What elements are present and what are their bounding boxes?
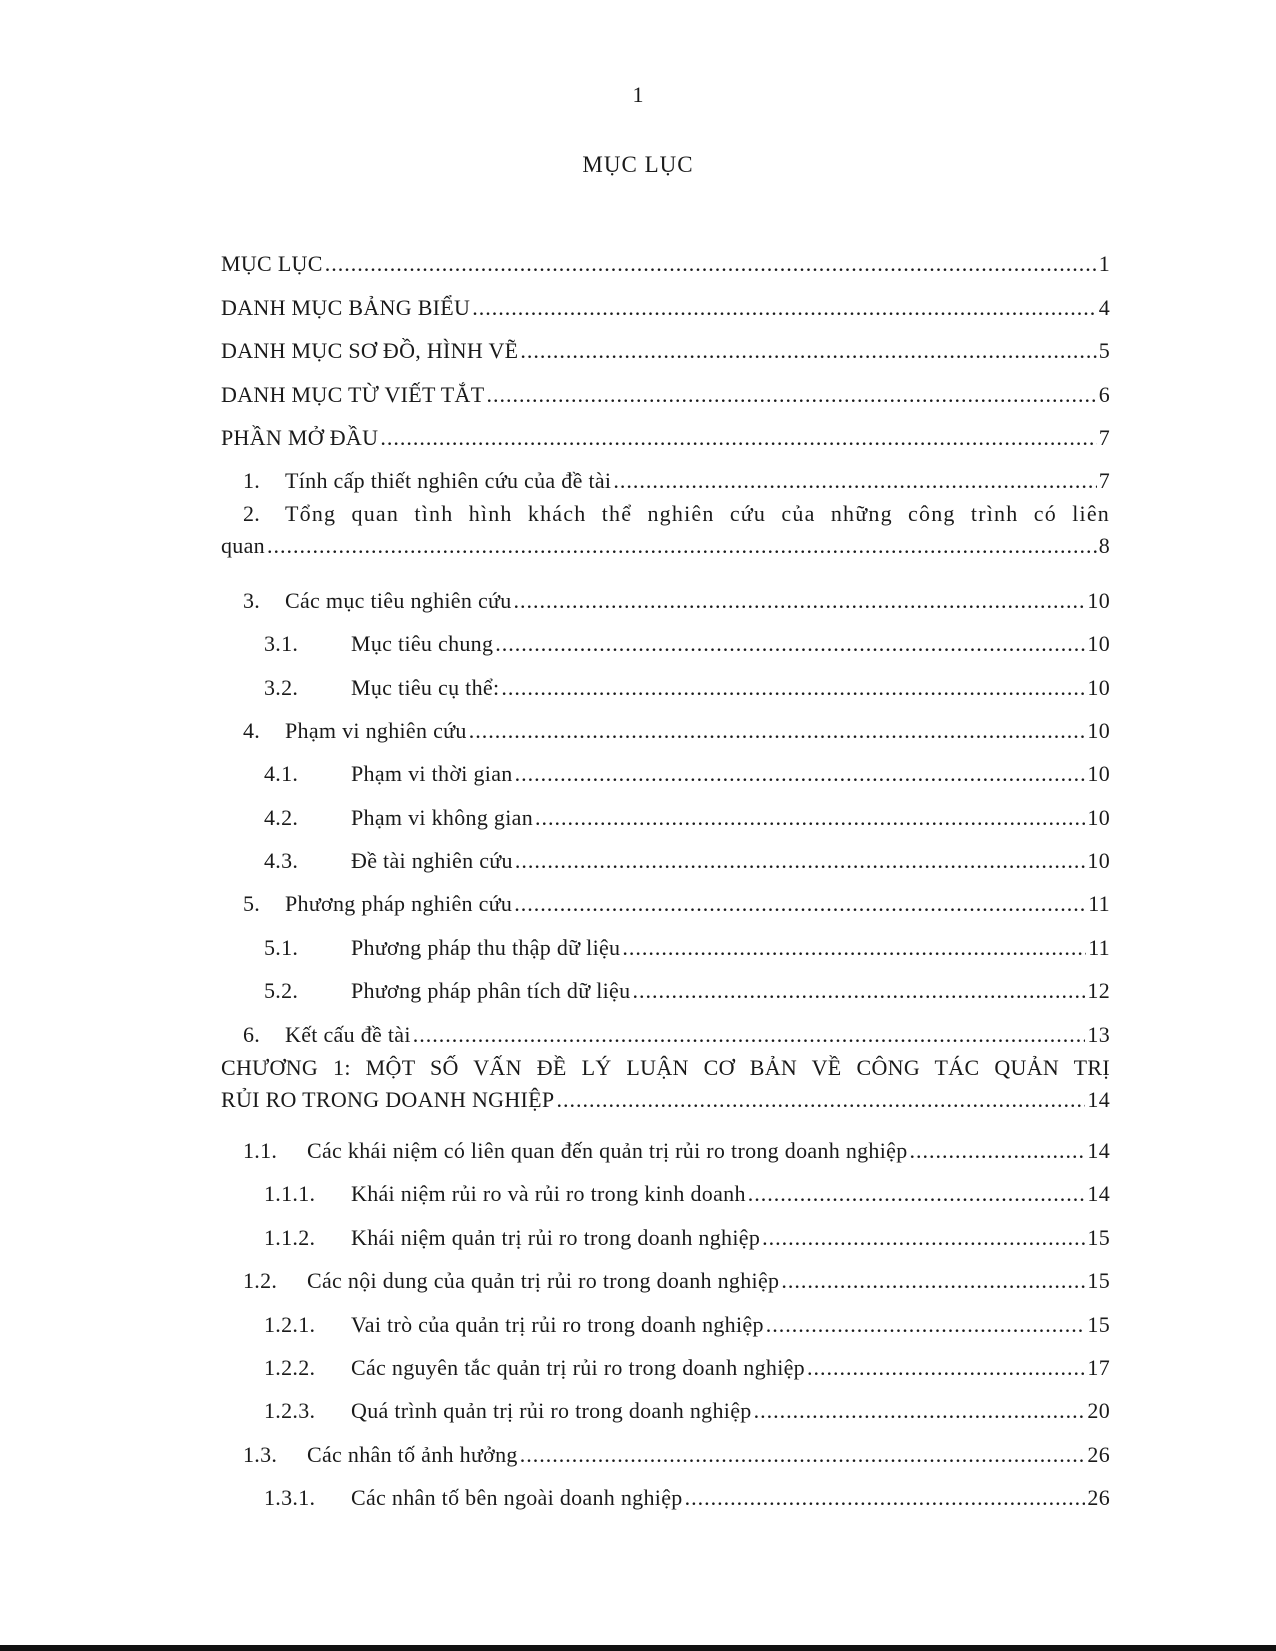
toc-entry-number: 1.1.2.	[264, 1224, 316, 1250]
toc-entry-number: 5.2.	[264, 978, 299, 1004]
page-title: MỤC LỤC	[582, 152, 694, 177]
toc-entry-number: 1.2.2.	[264, 1354, 316, 1380]
toc-entry-text: Mục tiêu cụ thể:	[351, 674, 500, 700]
toc-entry-text: Phạm vi thời gian	[351, 761, 513, 787]
toc-entry[interactable]	[221, 1294, 1110, 1337]
toc-entry-number: 3.2.	[264, 674, 299, 700]
toc-entry-page: 10	[1087, 761, 1110, 787]
toc-entry-page: 14	[1087, 1086, 1110, 1112]
dot-leader	[520, 338, 1096, 364]
toc-entry[interactable]	[221, 451, 1110, 494]
toc-entry-text: Phương pháp thu thập dữ liệu	[351, 934, 621, 960]
toc-entry[interactable]	[221, 1251, 1110, 1294]
dot-leader	[556, 1087, 1085, 1113]
toc-entry[interactable]	[221, 961, 1110, 1004]
toc-entry-text: DANH MỤC TỪ VIẾT TẮT	[221, 381, 485, 407]
toc-entry-number: 1.	[243, 468, 261, 494]
toc-entry-page: 12	[1087, 978, 1110, 1004]
dot-leader	[622, 935, 1086, 961]
toc-entry[interactable]	[221, 917, 1110, 960]
toc-entry-text: Vai trò của quản trị rủi ro trong doanh nghiệp	[351, 1311, 764, 1337]
toc-entry-text: Tính cấp thiết nghiên cứu của đề tài	[285, 468, 612, 494]
page-bottom-border	[0, 1645, 1276, 1651]
dot-leader	[762, 1225, 1085, 1251]
toc-entry-page: 15	[1087, 1268, 1110, 1294]
toc-entry-text-continued: quan	[221, 533, 265, 559]
toc-entry-text: CHƯƠNG 1: MỘT SỐ VẤN ĐỀ LÝ LUẬN CƠ BẢN VỀ CÔNG TÁC QUẢN TRỊ	[221, 1054, 1110, 1080]
dot-leader	[325, 251, 1097, 277]
toc-entry-text: Khái niệm quản trị rủi ro trong doanh nghiệp	[351, 1224, 761, 1250]
toc-entry-number: 4.	[243, 717, 261, 743]
toc-entry-text: MỤC LỤC	[221, 251, 323, 277]
toc-entry-page: 26	[1087, 1441, 1110, 1467]
toc-entry-text: Đề tài nghiên cứu	[351, 848, 513, 874]
dot-leader	[748, 1181, 1086, 1207]
toc-entry-page: 10	[1087, 587, 1110, 613]
toc-entry-page: 6	[1098, 381, 1110, 407]
toc-entry-text: Tổng quan tình hình khách thể nghiên cứu của những công trình có liên	[285, 501, 1110, 527]
toc-entry-text: Các khái niệm có liên quan đến quản trị rủi ro trong doanh nghiệp	[307, 1138, 908, 1164]
page-number: 1	[632, 82, 644, 107]
toc-entry[interactable]	[221, 787, 1110, 830]
toc-entry[interactable]	[221, 701, 1110, 744]
dot-leader	[754, 1398, 1086, 1424]
dot-leader	[807, 1355, 1085, 1381]
dot-leader	[469, 718, 1086, 744]
dot-leader	[766, 1312, 1086, 1338]
toc-entry-number: 1.2.1.	[264, 1311, 316, 1337]
toc-entry-page: 26	[1087, 1485, 1110, 1511]
toc-entry-text: Các nguyên tắc quản trị rủi ro trong doanh nghiệp	[351, 1354, 805, 1380]
dot-leader	[515, 761, 1086, 787]
toc-entry-page: 13	[1087, 1021, 1110, 1047]
toc-entry[interactable]	[221, 408, 1110, 451]
toc-entry-number: 2.	[243, 501, 261, 527]
toc-entry-text: Phương pháp phân tích dữ liệu	[351, 978, 631, 1004]
toc-entry-text: DANH MỤC SƠ ĐỒ, HÌNH VẼ	[221, 338, 519, 364]
toc-entry-number: 5.1.	[264, 934, 299, 960]
toc-entry-number: 1.1.	[243, 1138, 278, 1164]
toc-entry-text: Phạm vi không gian	[351, 804, 534, 830]
toc-entry-page: 8	[1098, 533, 1110, 559]
toc-entry[interactable]	[221, 831, 1110, 874]
toc-entry-text: Mục tiêu chung	[351, 631, 494, 657]
toc-entry[interactable]	[221, 234, 1110, 277]
toc-entry-text-continued: RỦI RO TRONG DOANH NGHIỆP	[221, 1086, 555, 1112]
toc-entry-number: 1.2.	[243, 1268, 278, 1294]
toc-entry-text: PHẦN MỞ ĐẦU	[221, 424, 379, 450]
toc-entry-number: 1.3.1.	[264, 1485, 316, 1511]
dot-leader	[413, 1022, 1086, 1048]
toc-entry[interactable]	[221, 277, 1110, 320]
toc-entry-page: 15	[1087, 1224, 1110, 1250]
toc-entry-text: Các nhân tố ảnh hưởng	[307, 1441, 518, 1467]
dot-leader	[380, 425, 1096, 451]
dot-leader	[613, 468, 1096, 494]
dot-leader	[514, 588, 1086, 614]
toc-entry-text: Quá trình quản trị rủi ro trong doanh nghiệp	[351, 1398, 752, 1424]
toc-entry-number: 4.2.	[264, 804, 299, 830]
dot-leader	[267, 533, 1097, 559]
toc-entry-text: Các nội dung của quản trị rủi ro trong doanh nghiệp	[307, 1268, 780, 1294]
toc-entry[interactable]	[221, 1121, 1110, 1164]
toc-entry-number: 3.1.	[264, 631, 299, 657]
toc-entry[interactable]	[221, 657, 1110, 700]
dot-leader	[514, 891, 1086, 917]
toc-entry[interactable]	[221, 364, 1110, 407]
dot-leader	[685, 1485, 1086, 1511]
table-of-contents	[221, 234, 1110, 1511]
dot-leader	[495, 631, 1085, 657]
toc-entry[interactable]	[221, 744, 1110, 787]
dot-leader	[486, 382, 1096, 408]
toc-entry[interactable]	[221, 1048, 1110, 1121]
toc-entry[interactable]	[221, 1424, 1110, 1467]
toc-entry-page: 7	[1098, 424, 1110, 450]
toc-entry-page: 10	[1087, 848, 1110, 874]
toc-entry-page: 20	[1087, 1398, 1110, 1424]
toc-entry[interactable]	[221, 874, 1110, 917]
dot-leader	[515, 848, 1086, 874]
toc-entry[interactable]	[221, 1381, 1110, 1424]
toc-entry-page: 14	[1087, 1138, 1110, 1164]
dot-leader	[632, 978, 1085, 1004]
toc-entry-text: Kết cấu đề tài	[285, 1021, 411, 1047]
toc-entry[interactable]	[221, 614, 1110, 657]
toc-entry[interactable]	[221, 1164, 1110, 1207]
toc-entry-page: 4	[1098, 294, 1110, 320]
toc-entry-number: 1.2.3.	[264, 1398, 316, 1424]
toc-entry-page: 10	[1087, 674, 1110, 700]
toc-entry-page: 10	[1087, 804, 1110, 830]
dot-leader	[501, 675, 1085, 701]
toc-entry-page: 15	[1087, 1311, 1110, 1337]
toc-entry[interactable]	[221, 1338, 1110, 1381]
toc-entry-page: 17	[1087, 1354, 1110, 1380]
toc-entry[interactable]	[221, 494, 1110, 570]
toc-entry-number: 4.3.	[264, 848, 299, 874]
toc-entry-page: 10	[1087, 631, 1110, 657]
toc-entry[interactable]	[221, 1468, 1110, 1511]
toc-entry-page: 1	[1098, 251, 1110, 277]
dot-leader	[781, 1268, 1085, 1294]
dot-leader	[535, 805, 1085, 831]
toc-entry[interactable]	[221, 570, 1110, 613]
dot-leader	[910, 1138, 1086, 1164]
toc-entry-number: 1.1.1.	[264, 1181, 316, 1207]
toc-entry-text: Phạm vi nghiên cứu	[285, 717, 467, 743]
toc-entry-page: 11	[1088, 891, 1110, 917]
toc-entry[interactable]	[221, 321, 1110, 364]
toc-entry-page: 10	[1087, 717, 1110, 743]
toc-entry-number: 3.	[243, 587, 261, 613]
dot-leader	[472, 295, 1096, 321]
toc-entry[interactable]	[221, 1004, 1110, 1047]
toc-entry-text: Các mục tiêu nghiên cứu	[285, 587, 512, 613]
toc-entry-page: 11	[1088, 934, 1110, 960]
toc-entry[interactable]	[221, 1207, 1110, 1250]
toc-entry-text: DANH MỤC BẢNG BIỂU	[221, 294, 471, 320]
toc-entry-number: 6.	[243, 1021, 261, 1047]
toc-entry-page: 5	[1098, 338, 1110, 364]
toc-entry-page: 7	[1098, 468, 1110, 494]
toc-entry-number: 1.3.	[243, 1441, 278, 1467]
toc-entry-text: Khái niệm rủi ro và rủi ro trong kinh doanh	[351, 1181, 746, 1207]
toc-entry-number: 5.	[243, 891, 261, 917]
toc-entry-number: 4.1.	[264, 761, 299, 787]
toc-entry-text: Phương pháp nghiên cứu	[285, 891, 513, 917]
toc-entry-text: Các nhân tố bên ngoài doanh nghiệp	[351, 1485, 683, 1511]
dot-leader	[520, 1442, 1086, 1468]
toc-entry-page: 14	[1087, 1181, 1110, 1207]
